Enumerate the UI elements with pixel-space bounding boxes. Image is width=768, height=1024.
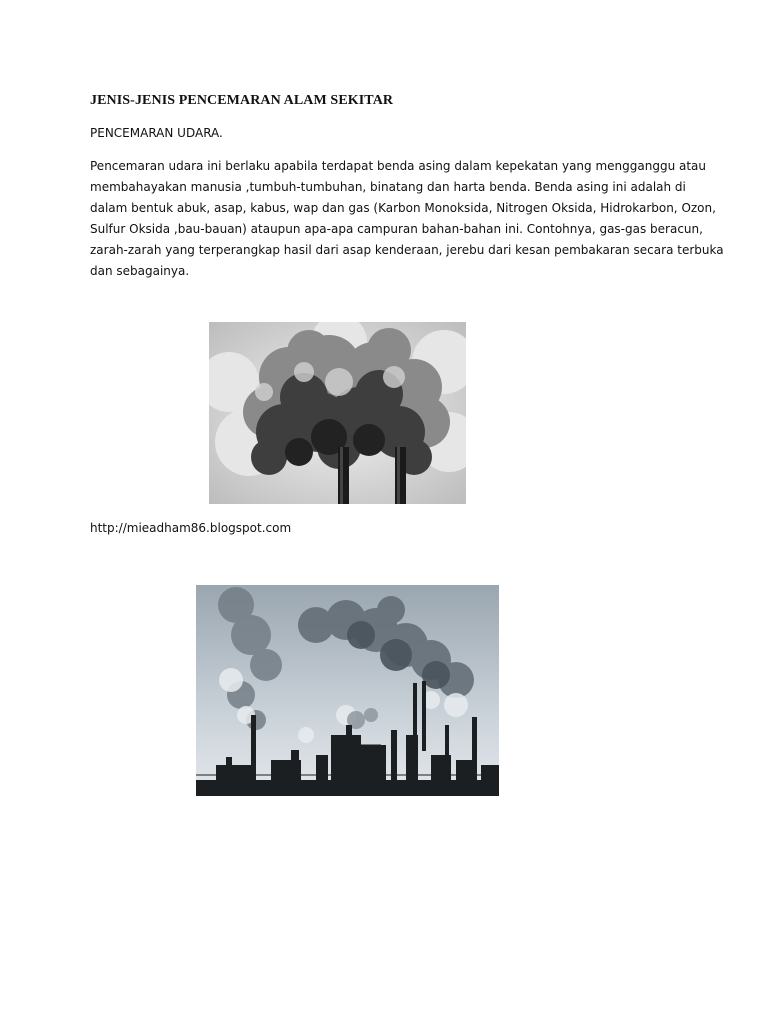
- document-title: JENIS-JENIS PENCEMARAN ALAM SEKITAR: [90, 93, 394, 108]
- paragraph-line: Pencemaran udara ini berlaku apabila terdapat benda asing dalam kepekatan yang mengganggu atau: [90, 159, 707, 173]
- body-paragraph: [90, 156, 724, 282]
- smokestacks-photo: [209, 322, 466, 504]
- paragraph-line: dalam bentuk abuk, asap, kabus, wap dan gas (Karbon Monoksida, Nitrogen Oksida, Hidrokarbon, Ozon,: [90, 201, 716, 215]
- paragraph-line: zarah-zarah yang terperangkap hasil dari asap kenderaan, jerebu dari kesan pembakaran secara terbuka: [90, 243, 724, 257]
- image-source-link[interactable]: http://mieadham86.blogspot.com: [90, 521, 292, 535]
- paragraph-line: membahayakan manusia ,tumbuh-tumbuhan, binatang dan harta benda. Benda asing ini adalah di: [90, 180, 686, 194]
- section-heading: PENCEMARAN UDARA.: [90, 126, 223, 140]
- paragraph-line: Sulfur Oksida ,bau-bauan) ataupun apa-apa campuran bahan-bahan ini. Contohnya, gas-gas beracun,: [90, 222, 703, 236]
- factory-smoke-photo: [196, 585, 499, 796]
- paragraph-line: dan sebagainya.: [90, 264, 190, 278]
